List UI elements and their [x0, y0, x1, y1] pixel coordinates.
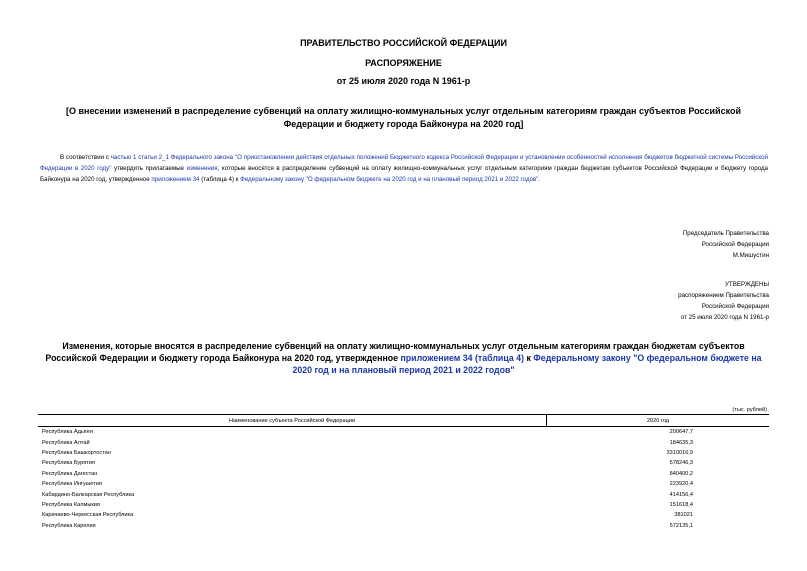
changes-title-text-1: Изменения, которые вносятся в распределение субвенций на оплату жилищно-коммунальных услуг отдельным категориям граждан бюджетам субъектов Российской Федерации и бюджету города Байконура на 2020 год, утвержденное [45, 341, 745, 363]
subsidy-table [38, 414, 769, 531]
region-name: Республика Калмыкия [42, 501, 100, 508]
body-text-4: (таблица 4) к [199, 176, 241, 183]
table-row [38, 489, 769, 499]
appendix-link[interactable]: приложением 34 [151, 176, 200, 183]
law-link[interactable]: частью 1 статьи 2_1 Федерального закона "О приостановлении действия отдельных положений Бюджетного кодекса Российской Федерации и установлении особенностей исполнения бюджетов бюджетной системы Российской Федерации в 2020 году" [40, 154, 769, 172]
changes-link[interactable]: изменения [186, 165, 218, 172]
doc-title: [О внесении изменений в распределение субвенций на оплату жилищно-коммунальных услуг отдельным категориям граждан субъектов Российской Федерации и бюджету города Байконура на 2020 год] [66, 106, 741, 129]
table-row [38, 458, 769, 468]
region-name: Кабардино-Балкарская Республика [42, 491, 135, 498]
approved-line-2: распоряжением Правительства [678, 292, 769, 299]
body-text-3: , которые вносятся в распределение субвенций на оплату жилищно-коммунальных услуг отдельным категориям граждан бюджетам субъектов Российской Федерации и бюджету города Байконура на 2020 год, утвержденное [40, 165, 768, 183]
region-name: Республика Карелия [42, 522, 96, 529]
region-value: 414156,4 [669, 491, 693, 498]
table-row [38, 448, 769, 458]
region-name: Республика Алтай [42, 439, 90, 446]
region-value: 223920,4 [669, 481, 693, 488]
approved-block [678, 279, 769, 323]
table-row [38, 510, 769, 520]
changes-title-text-2: к [524, 353, 534, 363]
column-header-name: Наименование субъекта Российской Федерации [38, 415, 547, 427]
federal-law-link[interactable]: Федеральному закону "О федеральном бюджете на 2020 год и на плановый период 2021 и 2022 годов" [292, 353, 762, 375]
body-text-1: В соответствии с [60, 154, 111, 161]
unit-label: (тыс. рублей) [732, 407, 767, 413]
region-value: 200647,7 [669, 429, 693, 436]
region-value: 578246,3 [669, 460, 693, 467]
signature-line-3: М.Мишустин [732, 252, 769, 259]
table-row [38, 521, 769, 531]
table-header-row [38, 415, 769, 427]
changes-title [40, 340, 767, 376]
region-value: 151618,4 [669, 501, 693, 508]
signature-block [683, 228, 769, 261]
doc-type-heading: РАСПОРЯЖЕНИЕ [365, 58, 442, 68]
approved-line-1: УТВЕРЖДЕНЫ [725, 281, 769, 288]
region-value: 3310016,9 [666, 449, 693, 456]
budget-law-link[interactable]: Федеральному закону "О федеральном бюджете на 2020 год и на плановый период 2021 и 2022 годов" [240, 176, 539, 183]
region-value: 381021 [674, 512, 693, 519]
signature-line-1: Председатель Правительства [682, 230, 769, 237]
table-row [38, 469, 769, 479]
appendix-table-link[interactable]: приложением 34 (таблица 4) [400, 353, 524, 363]
table-row [38, 427, 769, 438]
government-heading: ПРАВИТЕЛЬСТВО РОССИЙСКОЙ ФЕДЕРАЦИИ [300, 38, 507, 48]
region-value: 840400,2 [669, 470, 693, 477]
column-header-year: 2020 год [547, 415, 770, 427]
body-text-5: . [538, 176, 541, 183]
region-name: Республика Башкортостан [42, 449, 111, 456]
approved-line-4: от 25 июля 2020 года N 1961-р [680, 314, 769, 321]
body-paragraph [40, 152, 768, 185]
region-name: Республика Ингушетия [42, 481, 102, 488]
signature-line-2: Российской Федерации [701, 241, 769, 248]
approved-line-3: Российской Федерации [701, 303, 769, 310]
region-value: 184635,3 [669, 439, 693, 446]
body-text-2: утвердить прилагаемые [111, 165, 187, 172]
region-name: Карачаево-Черкесская Республика [42, 512, 134, 519]
table-row [38, 437, 769, 447]
doc-date-number: от 25 июля 2020 года N 1961-р [336, 76, 471, 86]
region-name: Республика Бурятия [42, 460, 95, 467]
table-row [38, 500, 769, 510]
region-value: 572135,1 [669, 522, 693, 529]
region-name: Республика Адыгея [42, 429, 93, 436]
region-name: Республика Дагестан [42, 470, 98, 477]
table-row [38, 479, 769, 489]
